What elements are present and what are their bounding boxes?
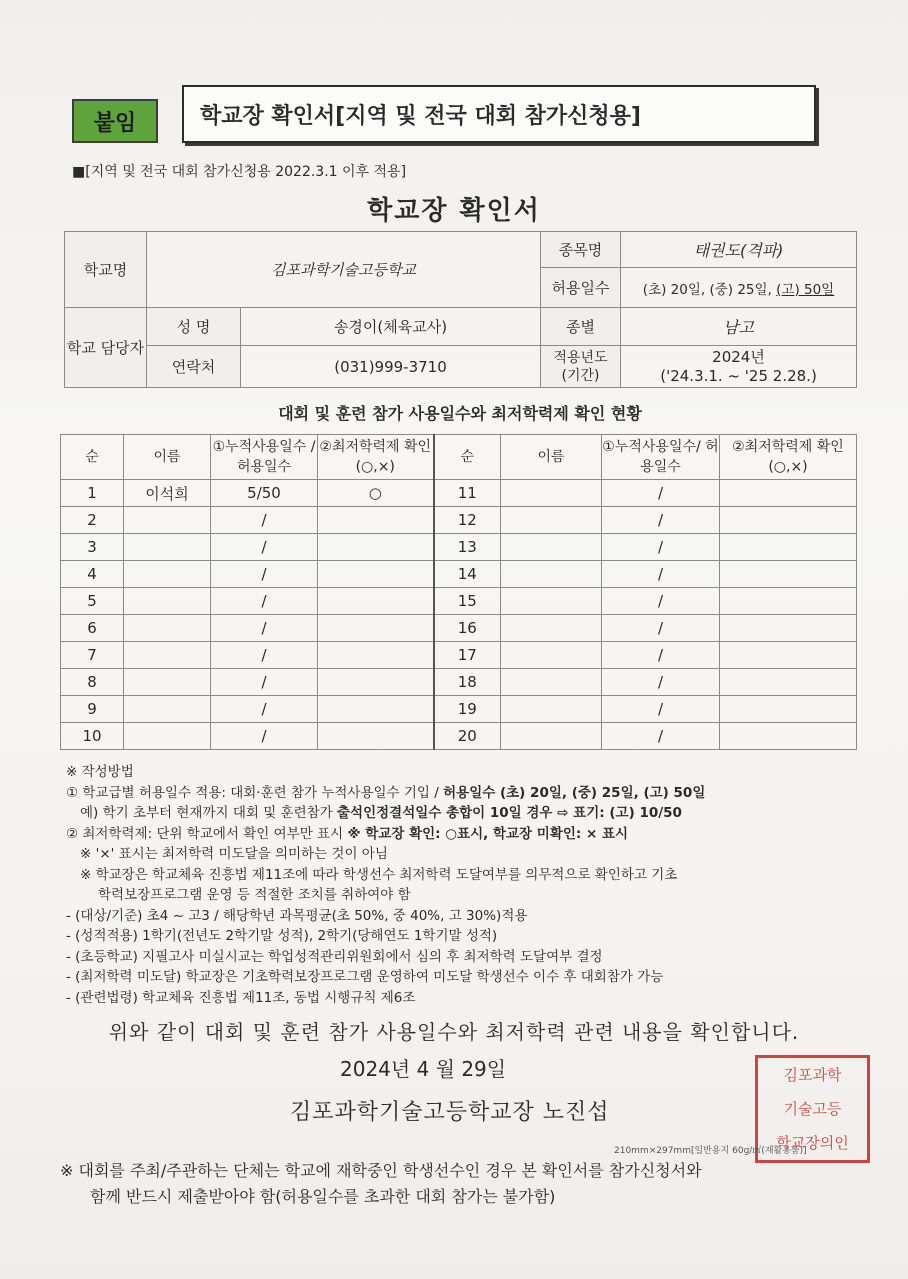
- year-period: ('24.3.1. ~ '25 2.28.): [660, 366, 817, 385]
- table-cell-no2: 17: [434, 642, 501, 669]
- table-cell-check: [318, 588, 434, 615]
- table-row: [61, 642, 857, 669]
- table-cell-no2: 13: [434, 534, 501, 561]
- table-row: [61, 669, 857, 696]
- col-header: ②최저학력제 확인(○,×): [318, 435, 434, 480]
- table-cell-name: 이석희: [124, 480, 211, 507]
- status-subtitle: 대회 및 훈련 참가 사용일수와 최저학력제 확인 현황: [278, 404, 642, 423]
- confirmation-text: 위와 같이 대회 및 훈련 참가 사용일수와 최저학력 관련 내용을 확인합니다.: [108, 1020, 800, 1044]
- instruction-line: ① 학교급별 허용일수 적용: 대회·훈련 참가 누적사용일수 기입 / 허용일수 (초) 20일, (중) 25일, (고) 50일: [66, 784, 706, 801]
- table-cell-days: /: [211, 615, 318, 642]
- table-cell-days2: /: [602, 642, 720, 669]
- days-value: (초) 20일, (중) 25일, (고) 50일: [621, 268, 857, 308]
- instruction-line: 예) 학기 초부터 현재까지 대회 및 훈련참가 출석인정결석일수 총합이 10일 경우 ⇨ 표기: (고) 10/50: [80, 805, 682, 821]
- table-cell-name: [124, 615, 211, 642]
- table-row: [61, 507, 857, 534]
- table-cell-days2: /: [602, 507, 720, 534]
- col-header: 이름: [124, 435, 211, 480]
- contact-label: 연락처: [147, 346, 241, 388]
- form-note: ■[지역 및 전국 대회 참가신청용 2022.3.1 이후 적용]: [72, 164, 407, 180]
- table-cell-no: 10: [61, 723, 124, 750]
- table-cell-no2: 20: [434, 723, 501, 750]
- instruction-line: - (관련법령) 학교체육 진흥법 제11조, 동법 시행규칙 제6조: [66, 989, 416, 1006]
- instructions: [66, 762, 866, 1008]
- table-cell-check: [318, 615, 434, 642]
- table-cell-days2: /: [602, 723, 720, 750]
- table-cell-days: /: [211, 561, 318, 588]
- table-cell-no: 2: [61, 507, 124, 534]
- manager-label: 학교 담당자: [65, 308, 147, 388]
- table-cell-no: 3: [61, 534, 124, 561]
- participation-table: [60, 434, 857, 750]
- table-cell-days: /: [211, 696, 318, 723]
- table-cell-days: /: [211, 723, 318, 750]
- table-cell-days: /: [211, 588, 318, 615]
- footnote-line: 함께 반드시 제출받아야 함(허용일수를 초과한 대회 참가는 불가함): [90, 1187, 556, 1206]
- table-cell-no: 1: [61, 480, 124, 507]
- col-header: 이름: [501, 435, 602, 480]
- issue-date: 2024년 4 월 29일: [340, 1057, 507, 1081]
- table-cell-name2: [501, 723, 602, 750]
- col-header: ①누적사용일수/ 허용일수: [602, 435, 720, 480]
- table-cell-days: 5/50: [211, 480, 318, 507]
- instruction-line: ※ '×' 표시는 최저학력 미도달을 의미하는 것이 아님: [80, 846, 388, 862]
- table-cell-days: /: [211, 642, 318, 669]
- table-cell-check2: [720, 615, 857, 642]
- table-cell-check2: [720, 561, 857, 588]
- table-row: [61, 588, 857, 615]
- table-cell-name2: [501, 642, 602, 669]
- instruction-line: - (초등학교) 지필고사 미실시교는 학업성적관리위원회에서 심의 후 최저학력 도달여부 결정: [66, 948, 603, 965]
- table-cell-days2: /: [602, 696, 720, 723]
- table-cell-days: /: [211, 534, 318, 561]
- table-row: [61, 561, 857, 588]
- table-cell-days2: /: [602, 588, 720, 615]
- table-cell-no: 6: [61, 615, 124, 642]
- table-cell-days2: /: [602, 534, 720, 561]
- table-cell-days: /: [211, 669, 318, 696]
- table-row: [61, 534, 857, 561]
- year-cell: [621, 346, 857, 388]
- official-seal-stamp: 김포과학 기술고등 학교장의인: [755, 1055, 870, 1163]
- table-cell-name2: [501, 507, 602, 534]
- table-row: [61, 480, 857, 507]
- table-cell-name2: [501, 615, 602, 642]
- table-cell-name2: [501, 480, 602, 507]
- contact-value: (031)999-3710: [241, 346, 541, 388]
- table-cell-check: [318, 723, 434, 750]
- table-cell-check: [318, 696, 434, 723]
- table-cell-no2: 11: [434, 480, 501, 507]
- name-label: 성 명: [147, 308, 241, 346]
- school-value: 김포과학기술고등학교: [147, 232, 541, 308]
- info-table: [64, 231, 857, 388]
- event-label: 종목명: [541, 232, 621, 268]
- principal-signature: 김포과학기술고등학교장 노진섭: [290, 1100, 610, 1125]
- table-cell-name2: [501, 534, 602, 561]
- table-cell-no: 8: [61, 669, 124, 696]
- days-label: 허용일수: [541, 268, 621, 308]
- table-cell-check: [318, 507, 434, 534]
- table-cell-name: [124, 723, 211, 750]
- name-value: 송경이(체육교사): [241, 308, 541, 346]
- table-cell-days2: /: [602, 669, 720, 696]
- type-value: 남고: [621, 308, 857, 346]
- table-cell-check2: [720, 669, 857, 696]
- col-header: ②최저학력제 확인(○,×): [720, 435, 857, 480]
- attachment-tag: 붙임: [72, 99, 158, 143]
- table-cell-name: [124, 507, 211, 534]
- table-cell-days2: /: [602, 615, 720, 642]
- year-value: 2024년: [712, 347, 765, 366]
- type-label: 종별: [541, 308, 621, 346]
- table-cell-check: [318, 534, 434, 561]
- table-cell-name: [124, 588, 211, 615]
- header-title: 학교장 확인서[지역 및 전국 대회 참가신청용]: [182, 85, 816, 143]
- col-header: 순: [61, 435, 124, 480]
- table-cell-no: 9: [61, 696, 124, 723]
- table-cell-name: [124, 561, 211, 588]
- table-cell-name: [124, 696, 211, 723]
- table-cell-check: ○: [318, 480, 434, 507]
- table-cell-check2: [720, 588, 857, 615]
- instruction-line: 학력보장프로그램 운영 등 적절한 조치를 취하여야 함: [98, 887, 411, 903]
- table-cell-no: 4: [61, 561, 124, 588]
- table-cell-no2: 18: [434, 669, 501, 696]
- paper-size-note: 210mm×297mm[일반용지 60g/㎡(재활용품)]: [614, 1146, 807, 1156]
- table-cell-name2: [501, 696, 602, 723]
- event-value: 태권도(격파): [621, 232, 857, 268]
- table-cell-name2: [501, 561, 602, 588]
- table-cell-name: [124, 534, 211, 561]
- instruction-line: - (최저학력 미도달) 학교장은 기초학력보장프로그램 운영하여 미도달 학생선수 이수 후 대회참가 가능: [66, 969, 664, 985]
- year-label: 적용년도 (기간): [541, 346, 621, 388]
- table-cell-name: [124, 642, 211, 669]
- table-cell-check2: [720, 723, 857, 750]
- table-cell-check2: [720, 480, 857, 507]
- table-cell-check2: [720, 642, 857, 669]
- instruction-line: ② 최저학력제: 단위 학교에서 확인 여부만 표시 ※ 학교장 확인: ○표시, 학교장 미확인: × 표시: [66, 825, 629, 842]
- instruction-line: - (성적적용) 1학기(전년도 2학기말 성적), 2학기(당해연도 1학기말 성적): [66, 928, 498, 944]
- table-cell-days2: /: [602, 480, 720, 507]
- footnote-line: ※ 대회를 주최/주관하는 단체는 학교에 재학중인 학생선수인 경우 본 확인서를 참가신청서와: [60, 1161, 702, 1180]
- table-cell-name2: [501, 588, 602, 615]
- table-cell-days2: /: [602, 561, 720, 588]
- table-cell-check: [318, 642, 434, 669]
- table-row: [61, 723, 857, 750]
- table-cell-no2: 14: [434, 561, 501, 588]
- instructions-heading: ※ 작성방법: [66, 764, 134, 780]
- table-cell-check: [318, 561, 434, 588]
- table-cell-no2: 12: [434, 507, 501, 534]
- instruction-line: ※ 학교장은 학교체육 진흥법 제11조에 따라 학생선수 최저학력 도달여부를 의무적으로 확인하고 기초: [80, 866, 678, 883]
- table-cell-check: [318, 669, 434, 696]
- col-header: ①누적사용일수 /허용일수: [211, 435, 318, 480]
- table-cell-no: 5: [61, 588, 124, 615]
- table-row: [61, 696, 857, 723]
- table-cell-name2: [501, 669, 602, 696]
- table-cell-days: /: [211, 507, 318, 534]
- document-title: 학교장 확인서: [367, 196, 541, 226]
- table-cell-check2: [720, 507, 857, 534]
- table-cell-check2: [720, 534, 857, 561]
- col-header: 순: [434, 435, 501, 480]
- table-cell-name: [124, 669, 211, 696]
- school-label: 학교명: [65, 232, 147, 308]
- footnote: [60, 1158, 860, 1210]
- table-cell-no2: 19: [434, 696, 501, 723]
- table-cell-no2: 15: [434, 588, 501, 615]
- table-cell-no: 7: [61, 642, 124, 669]
- instruction-line: - (대상/기준) 초4 ~ 고3 / 해당학년 과목평균(초 50%, 중 40%, 고 30%)적용: [66, 907, 528, 924]
- table-cell-no2: 16: [434, 615, 501, 642]
- table-cell-check2: [720, 696, 857, 723]
- table-row: [61, 615, 857, 642]
